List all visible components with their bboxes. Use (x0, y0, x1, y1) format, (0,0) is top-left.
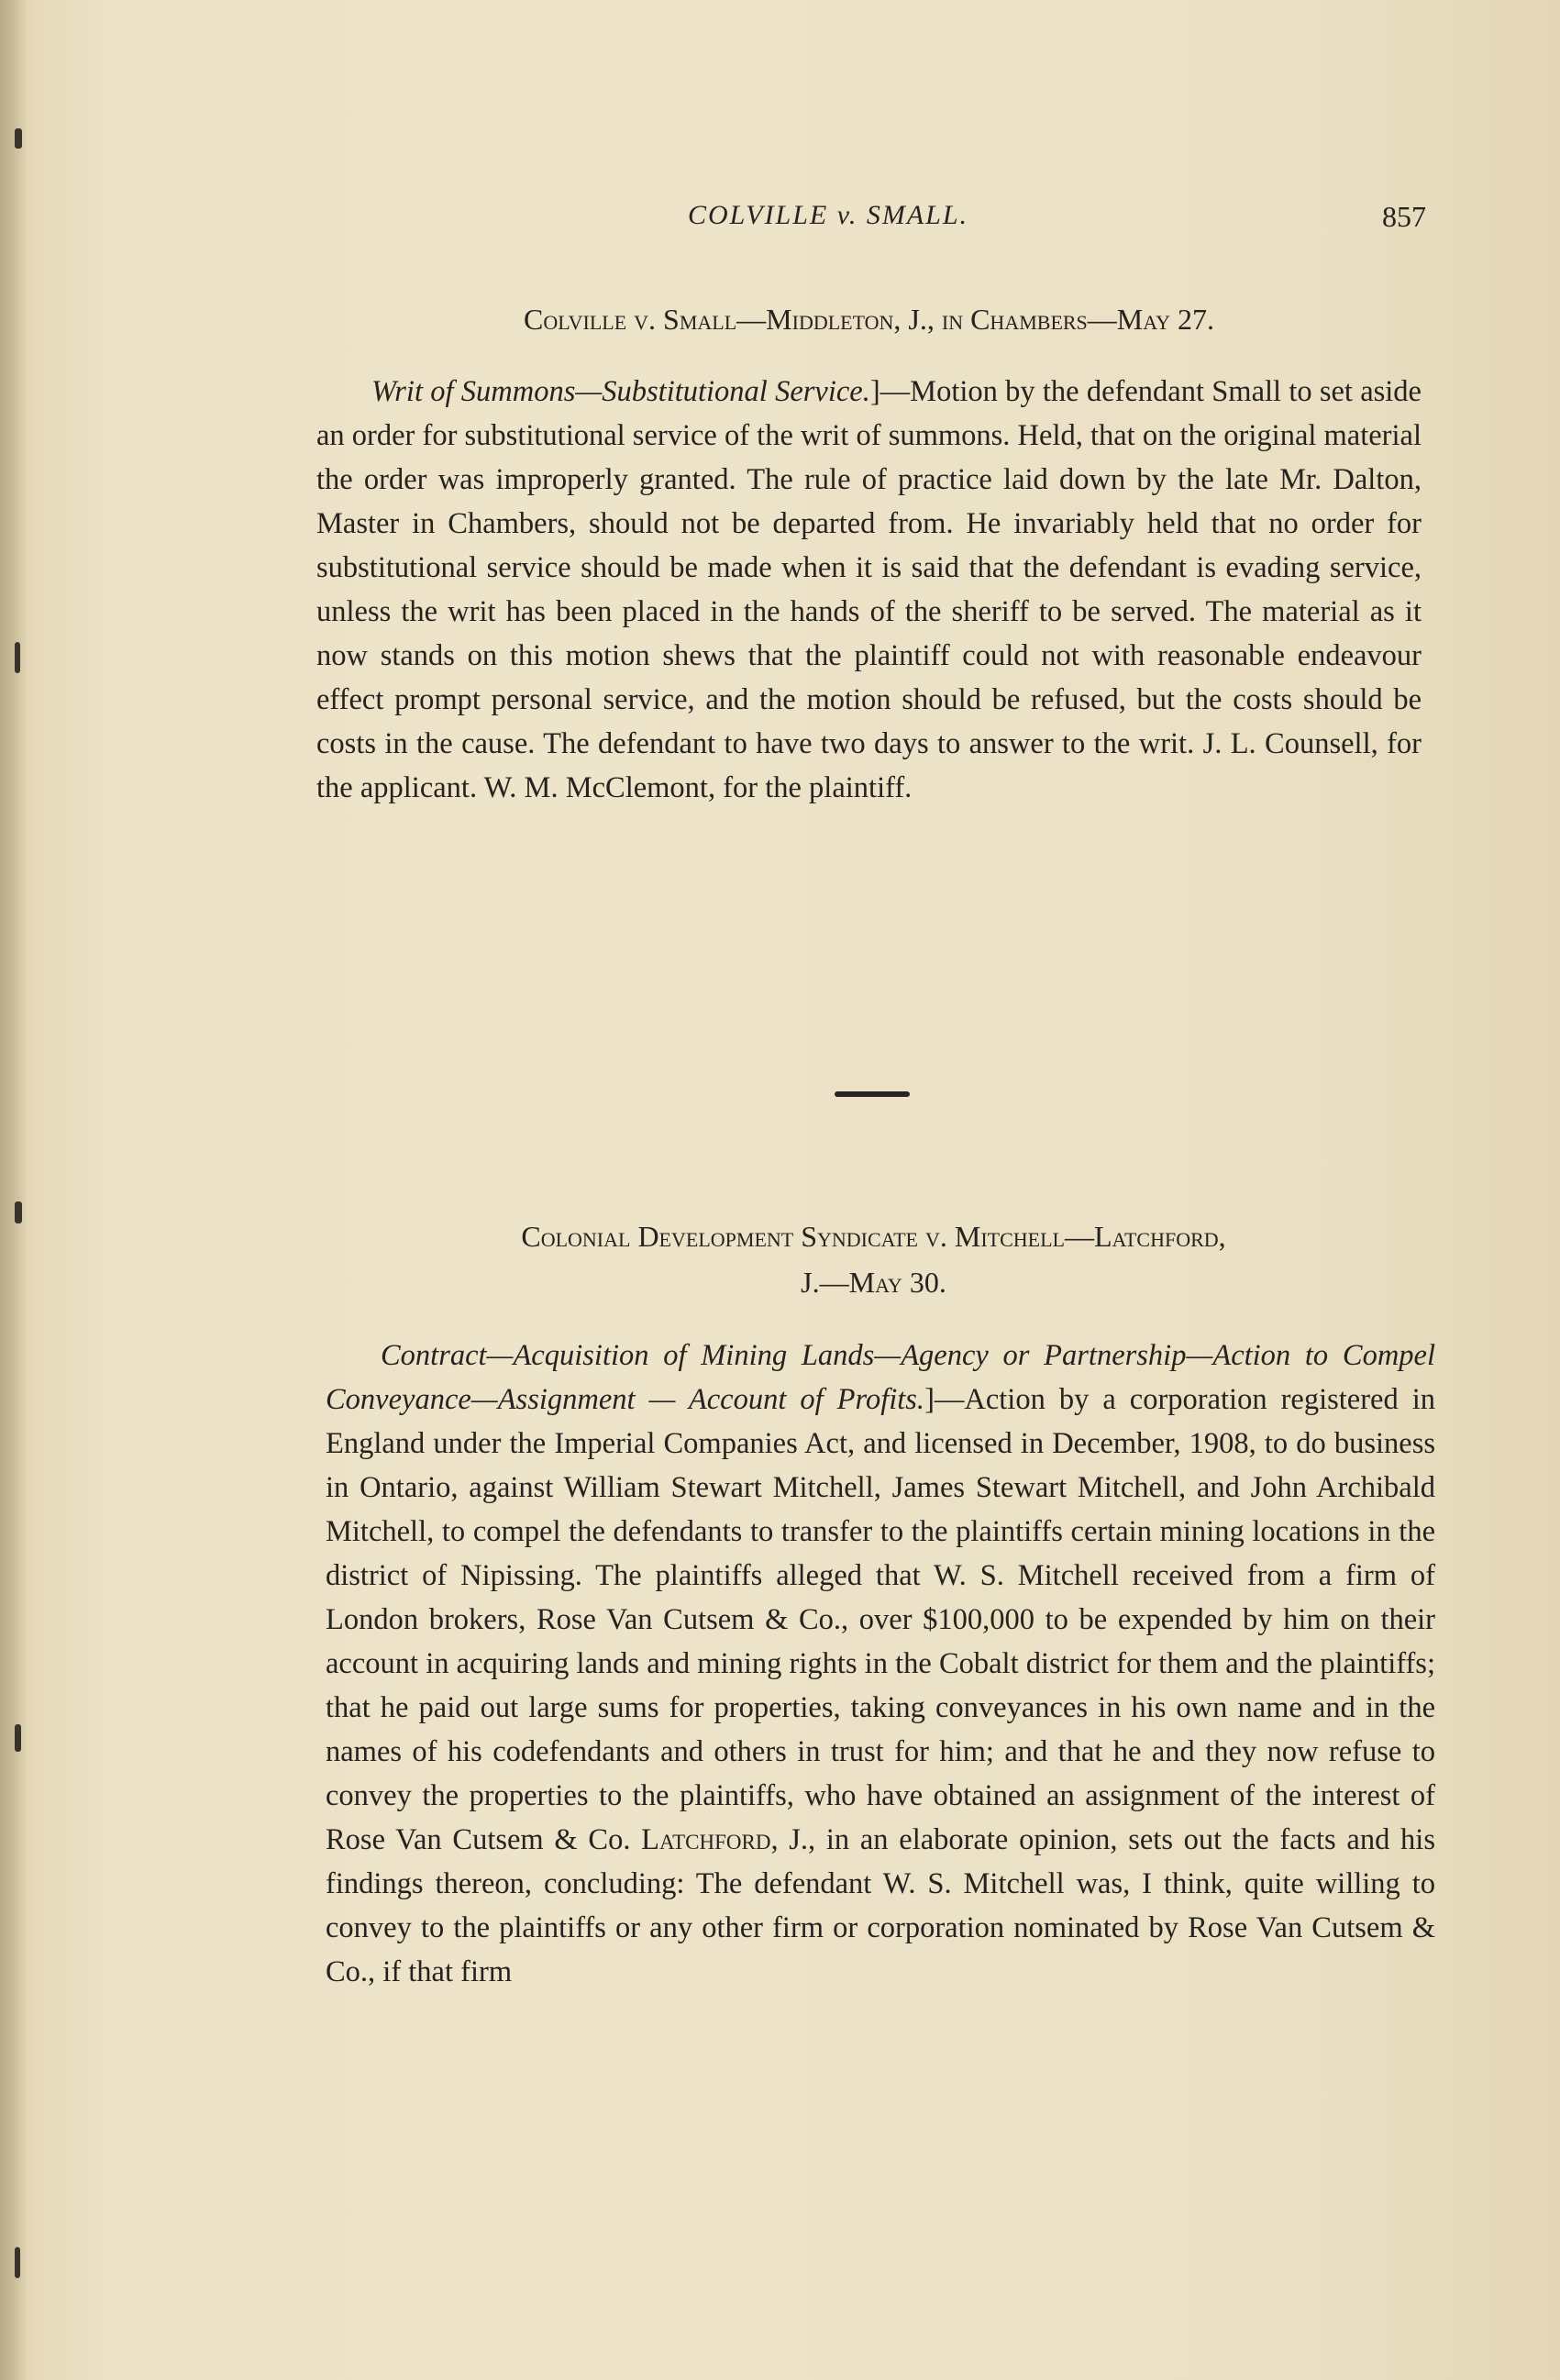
section-divider (835, 1091, 910, 1097)
case-catchwords: Writ of Summons—Substitutional Service. (371, 375, 870, 408)
margin-ink-mark (15, 2247, 20, 2278)
case-summary-paragraph (316, 370, 1422, 810)
margin-ink-mark (15, 1724, 21, 1752)
judge-name: Latchford (641, 1823, 771, 1856)
case-summary (316, 370, 1422, 810)
page-number: 857 (1382, 200, 1426, 233)
case-catchwords: Contract—Acquisition of Mining Lands—Agency or Partnership—Action to Compel Conveyance—Assignment — Account of Profits. (326, 1339, 1435, 1416)
case-heading-text: Colville v. Small—Middleton, J., in Chambers—May 27. (523, 303, 1215, 336)
running-title: COLVILLE v. SMALL. (688, 200, 969, 230)
margin-ink-mark (15, 1201, 22, 1223)
binding-shadow (0, 0, 28, 2380)
case-heading-text: Colonial Development Syndicate v. Mitchell—Latchford, (521, 1220, 1226, 1253)
case-body: ]—Motion by the defendant Small to set aside an order for substitutional service of the writ of summons. Held, that on the original material the order was improperly granted. The rule of practice laid down by the late Mr. Dalton, Master in Chambers, should not be departed from. He invariably held that no order for substitutional service should be made when it is said that the defendant is evading service, unless the writ has been placed in the hands of the sheriff to be served. The material as it now stands on this motion shews that the plaintiff could not with reasonable endeavour effect prompt personal service, and the motion should be refused, but the costs should be costs in the cause. The defendant to have two days to answer to the writ. J. L. Counsell, for the applicant. W. M. McClemont, for the plaintiff. (316, 375, 1422, 804)
margin-ink-mark (15, 642, 20, 673)
case-summary-paragraph (326, 1334, 1435, 1994)
running-head (316, 200, 1426, 240)
case-body: ]—Action by a corporation registered in England under the Imperial Companies Act, and licensed in December, 1908, to do business in Ontario, against William Stewart Mitchell, James Stewart Mitchell, and John Archibald Mitchell, to compel the defendants to transfer to the plaintiffs certain mining locations in the district of Nipissing. The plaintiffs alleged that W. S. Mitchell received from a firm of London brokers, Rose Van Cutsem & Co., over $100,000 to be expended by him on their account in acquiring lands and mining rights in the Cobalt district for them and the plaintiffs; that he paid out large sums for properties, taking conveyances in his own name and in the names of his codefendants and others in trust for him; and that he and they now refuse to convey the properties to the plaintiffs, who have obtained an assignment of the interest of Rose Van Cutsem & Co. (326, 1383, 1436, 1856)
case-heading (312, 296, 1426, 342)
case-heading (316, 1213, 1431, 1305)
case-body: , J., in an elaborate opinion, sets out the facts and his findings thereon, concluding: The defendant W. S. Mitchell was, I think, quite willing to convey to the plaintiffs or any other firm or corporation nominated by Rose Van Cutsem & Co., if that firm (326, 1823, 1435, 1988)
case-summary (326, 1334, 1435, 1994)
case-heading-text: J.—May 30. (801, 1266, 946, 1299)
margin-ink-mark (15, 128, 22, 149)
